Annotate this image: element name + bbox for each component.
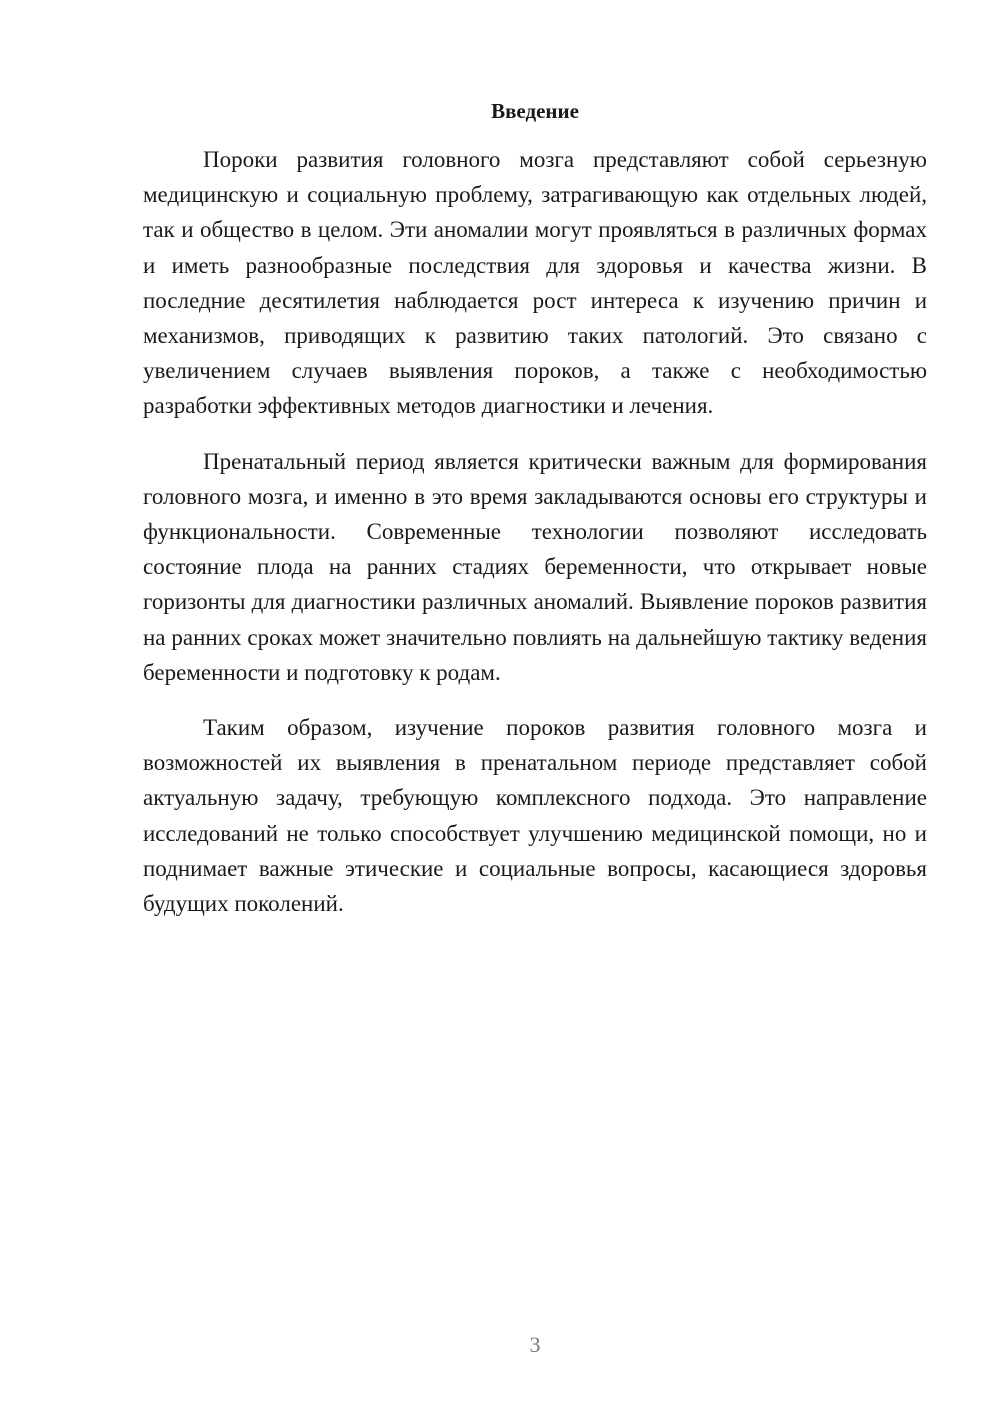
paragraph-1: Пороки развития головного мозга представляют собой серьезную медицинскую и социальную проблему, затрагивающую как отдельных людей, так и общество в целом. Эти аномалии могут проявляться в различных формах и иметь разнообразные последствия для здоровья и качества жизни. В последние десятилетия наблюдается рост интереса к изучению причин и механизмов, приводящих к развитию таких патологий. Это связано с увеличением случаев выявления пороков, а также с необходимостью разработки эффективных методов диагностики и лечения. <box>143 147 927 419</box>
section-title: Введение <box>491 99 579 123</box>
page-number: 3 <box>529 1332 541 1357</box>
paragraph-3: Таким образом, изучение пороков развития головного мозга и возможностей их выявления в пренатальном периоде представляет собой актуальную задачу, требующую комплексного подхода. Это направление исследований не только способствует улучшению медицинской помощи, но и поднимает важные этические и социальные вопросы, касающиеся здоровья будущих поколений. <box>143 715 927 917</box>
paragraph-2: Пренатальный период является критически важным для формирования головного мозга, и именно в это время закладываются основы его структуры и функциональности. Современные технологии позволяют исследовать состояние плода на ранних стадиях беременности, что открывает новые горизонты для диагностики различных аномалий. Выявление пороков развития на ранних сроках может значительно повлиять на дальнейшую тактику ведения беременности и подготовку к родам. <box>143 448 927 685</box>
body-text <box>143 142 927 941</box>
